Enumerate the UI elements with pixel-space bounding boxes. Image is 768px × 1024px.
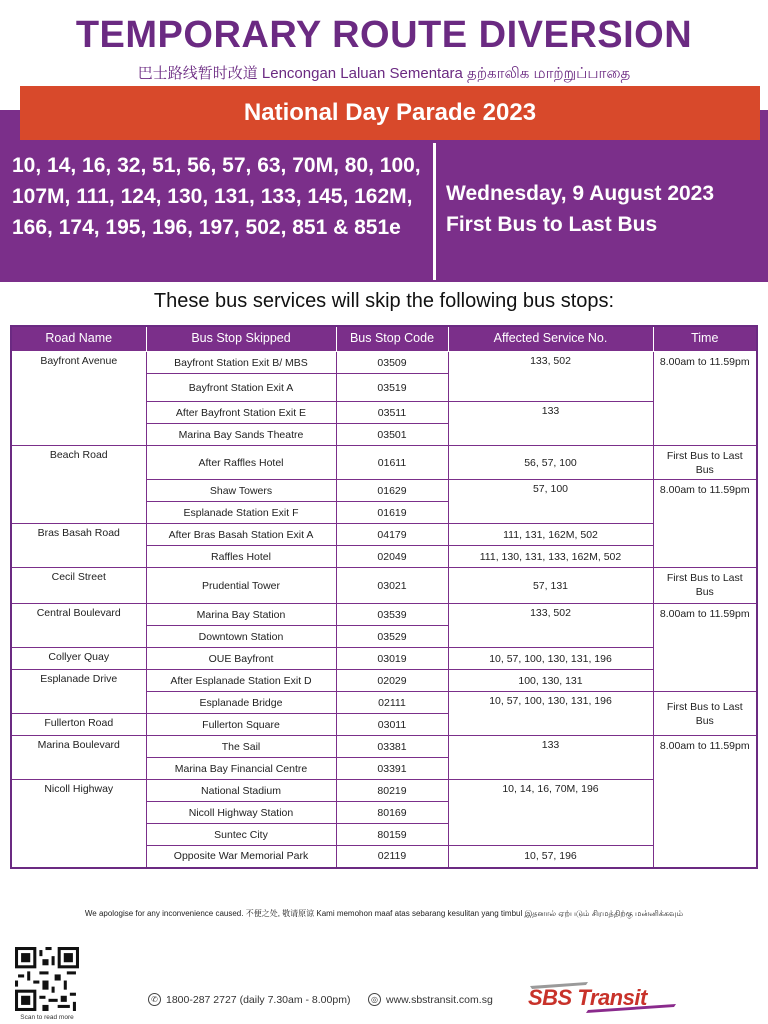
- code-cell: 04179: [336, 524, 448, 546]
- service-cell: 10, 14, 16, 70M, 196: [448, 780, 653, 846]
- stop-cell: OUE Bayfront: [146, 648, 336, 670]
- stop-cell: After Esplanade Station Exit D: [146, 670, 336, 692]
- code-cell: 02119: [336, 846, 448, 868]
- table-intro: These bus services will skip the following bus stops:: [153, 290, 615, 312]
- service-cell: 133: [448, 402, 653, 446]
- sbs-transit-logo: SBS Transit: [528, 985, 647, 1010]
- time-cell: 8.00am to 11.59pm: [653, 480, 757, 568]
- table-row: [11, 446, 757, 480]
- code-cell: 80219: [336, 780, 448, 802]
- code-cell: 03381: [336, 736, 448, 758]
- stop-cell: Esplanade Station Exit F: [146, 502, 336, 524]
- time-cell: 8.00am to 11.59pm: [653, 604, 757, 692]
- service-cell: 57, 100: [448, 480, 653, 524]
- code-cell: 02111: [336, 692, 448, 714]
- service-cell: 133: [448, 736, 653, 780]
- service-cell: 133, 502: [448, 604, 653, 648]
- code-cell: 03539: [336, 604, 448, 626]
- qr-code[interactable]: [15, 947, 79, 1011]
- code-cell: 03519: [336, 374, 448, 402]
- stop-cell: Marina Bay Station: [146, 604, 336, 626]
- band-divider: [433, 143, 436, 280]
- globe-icon: ◎: [368, 993, 381, 1006]
- hotline: [148, 993, 350, 1006]
- time-cell: 8.00am to 11.59pm: [653, 352, 757, 446]
- service-cell: 10, 57, 100, 130, 131, 196: [448, 692, 653, 736]
- stop-cell: Fullerton Square: [146, 714, 336, 736]
- table-row: [11, 780, 757, 802]
- road-cell: Collyer Quay: [11, 648, 146, 670]
- road-cell: Marina Boulevard: [11, 736, 146, 780]
- table-row: [11, 524, 757, 546]
- service-cell: 10, 57, 196: [448, 846, 653, 868]
- stop-cell: National Stadium: [146, 780, 336, 802]
- code-cell: 02049: [336, 546, 448, 568]
- header-bus-stop-code: Bus Stop Code: [336, 326, 448, 352]
- service-cell: 100, 130, 131: [448, 670, 653, 692]
- phone-icon: ✆: [148, 993, 161, 1006]
- header-time: Time: [653, 326, 757, 352]
- code-cell: 80159: [336, 824, 448, 846]
- multilingual-subtitle: 巴士路线暂时改道 Lencongan Laluan Sementara தற்காலிக மாற்றுப்பாதை: [137, 65, 631, 82]
- stop-cell: Marina Bay Sands Theatre: [146, 424, 336, 446]
- table-row: [11, 736, 757, 758]
- code-cell: 03511: [336, 402, 448, 424]
- road-cell: Bayfront Avenue: [11, 352, 146, 446]
- road-cell: Esplanade Drive: [11, 670, 146, 714]
- qr-caption: Scan to read more: [20, 1014, 74, 1021]
- service-cell: 10, 57, 100, 130, 131, 196: [448, 648, 653, 670]
- affected-services-list: 10, 14, 16, 32, 51, 56, 57, 63, 70M, 80, 100, 107M, 111, 124, 130, 131, 133, 145, 162M, 166, 174, 195, 196, 197, 502, 851 & 851e: [12, 154, 421, 239]
- road-cell: Bras Basah Road: [11, 524, 146, 568]
- service-cell: 133, 502: [448, 352, 653, 402]
- time-cell: First Bus to Last Bus: [653, 446, 757, 480]
- stop-cell: Suntec City: [146, 824, 336, 846]
- stop-cell: Prudential Tower: [146, 568, 336, 604]
- stop-cell: Bayfront Station Exit B/ MBS: [146, 352, 336, 374]
- code-cell: 01629: [336, 480, 448, 502]
- table-row: [11, 352, 757, 374]
- stop-cell: After Bayfront Station Exit E: [146, 402, 336, 424]
- time-cell: First Bus to Last Bus: [653, 692, 757, 736]
- hotline-text: 1800-287 2727 (daily 7.30am - 8.00pm): [166, 993, 351, 1006]
- table-row: [11, 604, 757, 626]
- diversion-hours: First Bus to Last Bus: [446, 213, 658, 236]
- diversion-date: Wednesday, 9 August 2023: [446, 182, 715, 205]
- road-cell: Fullerton Road: [11, 714, 146, 736]
- table-row: [11, 670, 757, 692]
- code-cell: 01611: [336, 446, 448, 480]
- website-link[interactable]: www.sbstransit.com.sg: [386, 993, 493, 1006]
- stop-cell: Downtown Station: [146, 626, 336, 648]
- code-cell: 03021: [336, 568, 448, 604]
- road-cell: Cecil Street: [11, 568, 146, 604]
- code-cell: 03011: [336, 714, 448, 736]
- road-cell: Central Boulevard: [11, 604, 146, 648]
- header-road-name: Road Name: [11, 326, 146, 352]
- service-cell: 111, 131, 162M, 502: [448, 524, 653, 546]
- apology-note: We apologise for any inconvenience caused. 不便之处, 敬请原谅 Kami memohon maaf atas sebarang kesulitan yang timbul இதனால் ஏற்படும் சிரமத்திற்கு மன்னிக்கவும்: [84, 909, 684, 918]
- table-row: [11, 648, 757, 670]
- stop-cell: Bayfront Station Exit A: [146, 374, 336, 402]
- stop-cell: The Sail: [146, 736, 336, 758]
- stop-cell: After Bras Basah Station Exit A: [146, 524, 336, 546]
- service-cell: 111, 130, 131, 133, 162M, 502: [448, 546, 653, 568]
- code-cell: 03529: [336, 626, 448, 648]
- code-cell: 02029: [336, 670, 448, 692]
- code-cell: 03509: [336, 352, 448, 374]
- website[interactable]: [368, 993, 493, 1006]
- header-affected-service: Affected Service No.: [448, 326, 653, 352]
- service-cell: 56, 57, 100: [448, 446, 653, 480]
- code-cell: 01619: [336, 502, 448, 524]
- road-cell: Beach Road: [11, 446, 146, 524]
- header-bus-stop-skipped: Bus Stop Skipped: [146, 326, 336, 352]
- stop-cell: Esplanade Bridge: [146, 692, 336, 714]
- service-cell: 57, 131: [448, 568, 653, 604]
- code-cell: 80169: [336, 802, 448, 824]
- table-header-row: [11, 326, 757, 352]
- time-cell: First Bus to Last Bus: [653, 568, 757, 604]
- stop-cell: Nicoll Highway Station: [146, 802, 336, 824]
- stop-cell: Raffles Hotel: [146, 546, 336, 568]
- stop-cell: After Raffles Hotel: [146, 446, 336, 480]
- code-cell: 03501: [336, 424, 448, 446]
- diversion-schedule: [446, 178, 766, 240]
- road-cell: Nicoll Highway: [11, 780, 146, 868]
- stop-cell: Marina Bay Financial Centre: [146, 758, 336, 780]
- code-cell: 03019: [336, 648, 448, 670]
- diversion-table: [10, 325, 758, 869]
- time-cell: 8.00am to 11.59pm: [653, 736, 757, 868]
- stop-cell: Opposite War Memorial Park: [146, 846, 336, 868]
- stop-cell: Shaw Towers: [146, 480, 336, 502]
- page-title: TEMPORARY ROUTE DIVERSION: [75, 14, 693, 56]
- table-row: [11, 568, 757, 604]
- event-banner: National Day Parade 2023: [20, 86, 760, 140]
- code-cell: 03391: [336, 758, 448, 780]
